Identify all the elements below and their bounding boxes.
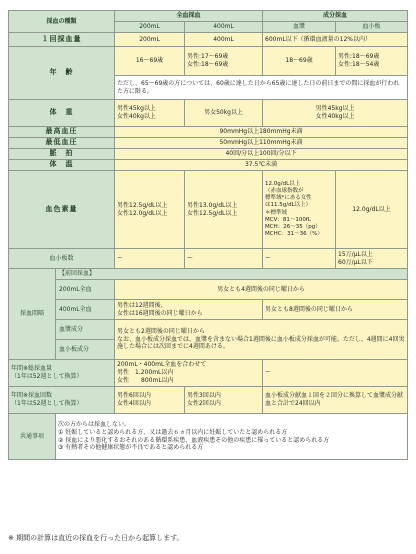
weight-label: 体 重 xyxy=(9,100,115,127)
interval-label: 採血間隔 xyxy=(9,269,56,360)
age-label: 年 齢 xyxy=(9,47,115,100)
header-200ml: 200mL xyxy=(115,22,185,33)
age-platelet: 男性:18～69歳 女性:18～54歳 xyxy=(336,47,408,76)
age-note: ただし、65～69歳の方については、60歳に達した日から65歳に達した日の前日までの間に採血が行われた方に限る。 xyxy=(115,76,408,100)
pulse-value: 40回/分以上100回/分以下 xyxy=(115,149,408,160)
min-bp-label: 最低血圧 xyxy=(9,138,115,149)
interval-component-text: 男女とも2週間後の同じ曜日から なお、血小板成分採血では、血漿を含まない場合1週間後に血小板成分採血が可能。ただし、4週間に4回実施した場合には次回までに4週間あける。 xyxy=(115,320,408,360)
annual-volume-comp: ー xyxy=(263,360,408,387)
platelet-count-400: ー xyxy=(185,249,263,269)
platelet-count-200: ー xyxy=(115,249,185,269)
min-bp-value: 50mmHg以上110mmHg未満 xyxy=(115,138,408,149)
donation-criteria-table xyxy=(8,10,408,460)
temp-label: 体 温 xyxy=(9,160,115,171)
hemoglobin-platelet: 12.0g/dL以上 xyxy=(336,171,408,249)
age-400: 男性:17～69歳 女性:18～69歳 xyxy=(185,47,263,76)
volume-label: １回採血量 xyxy=(9,33,115,47)
hemoglobin-200: 男性12.5g/dL以上 女性12.0g/dL以上 xyxy=(115,171,185,249)
platelet-count-plasma: ー xyxy=(263,249,336,269)
interval-400-text2: 男女とも8週間後の同じ曜日から xyxy=(263,300,408,320)
temp-value: 37.5℃未満 xyxy=(115,160,408,171)
interval-plasma-label: 血漿成分 xyxy=(56,320,115,340)
annual-count-comp: 血小板成分献血１回を２回分に換算して血漿成分献血と合計で24回以内 xyxy=(263,387,408,414)
interval-400-label: 400mL全血 xyxy=(56,300,115,320)
header-plasma: 血漿 xyxy=(263,22,336,33)
max-bp-value: 90mmHg以上180mmHg未満 xyxy=(115,127,408,138)
volume-400: 400mL xyxy=(185,33,263,47)
platelet-count-platelet: 15万/μL以上 60万/μL以下 xyxy=(336,249,408,269)
hemoglobin-label: 血色素量 xyxy=(9,171,115,249)
footnote: ※ 期間の計算は直近の採血を行った日から起算します。 xyxy=(8,534,184,542)
weight-400: 男女50kg以上 xyxy=(185,100,263,127)
hemoglobin-plasma: 12.0g/dL以上 （赤血球指数が 標準域*にある女性 は11.5g/dL以上） ＊標準域 MCV：81～100fL MCH：26～35（pg） MCHC：31～36（%） xyxy=(263,171,336,249)
volume-component: 600mL以下（循環血液量の12%以内） xyxy=(263,33,408,47)
pulse-label: 脈 拍 xyxy=(9,149,115,160)
common-text: 次の方からは採血しない。 ① 妊娠していると認められる方、又は過去６ヵ月以内に妊娠していたと認められる方 ② 採血により悪化するおそれのある循環系疾患、血液疾患その他の疾患に罹っていると認められる方 ③ 有熱者その他健康状態が不良であると認められる方 xyxy=(56,414,408,460)
annual-volume-label: 年間※総採血量 （1年は52週として換算） xyxy=(9,360,115,387)
max-bp-label: 最高血圧 xyxy=(9,127,115,138)
header-component: 成分採血 xyxy=(263,11,408,22)
interval-platelet-label: 血小板成分 xyxy=(56,340,115,360)
annual-count-label: 年間※採血回数 （1年は52週として換算） xyxy=(9,387,115,414)
header-whole-blood: 全血採血 xyxy=(115,11,263,22)
volume-200: 200mL xyxy=(115,33,185,47)
header-type: 採血の種類 xyxy=(9,11,115,33)
header-platelet: 血小板 xyxy=(336,22,408,33)
annual-count-200: 男性6回以内 女性4回以内 xyxy=(115,387,185,414)
age-200: 16～69歳 xyxy=(115,47,185,76)
interval-200-text: 男女とも4週間後の同じ曜日から xyxy=(115,280,408,300)
annual-count-400: 男性3回以内 女性2回以内 xyxy=(185,387,263,414)
platelet-count-label: 血小板数 xyxy=(9,249,115,269)
weight-200: 男性45kg以上 女性40kg以上 xyxy=(115,100,185,127)
weight-component: 男性45kg以上 女性40kg以上 xyxy=(263,100,408,127)
annual-volume-text: 200mL・400mL全血を合わせて 男性 1,200mL以内 女性 800mL以内 xyxy=(115,360,263,387)
interval-200-label: 200mL全血 xyxy=(56,280,115,300)
hemoglobin-400: 男性13.0g/dL以上 女性12.5g/dL以上 xyxy=(185,171,263,249)
interval-prev-label: 【前回採血】 xyxy=(56,269,408,280)
common-label: 共通事項 xyxy=(9,414,56,460)
interval-400-text1: 男性は12週間後、 女性は16週間後の同じ曜日から xyxy=(115,300,263,320)
header-400ml: 400mL xyxy=(185,22,263,33)
age-plasma: 18～69歳 xyxy=(263,47,336,76)
